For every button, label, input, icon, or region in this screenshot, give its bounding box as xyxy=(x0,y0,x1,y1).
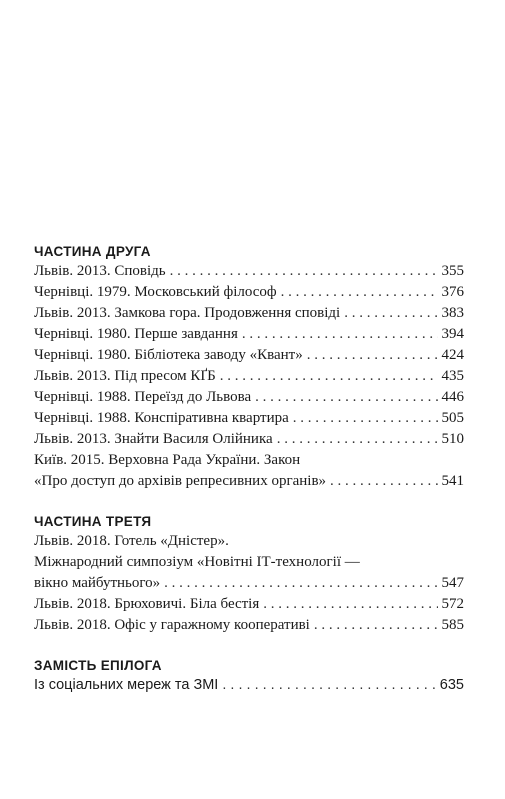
dot-leader xyxy=(344,303,437,324)
page-number: 355 xyxy=(441,263,464,279)
page-number: 435 xyxy=(441,368,464,384)
entry-title: Львів. 2013. Під пресом КҐБ xyxy=(34,368,216,384)
page-number: 635 xyxy=(439,677,464,693)
toc-section-part-three xyxy=(34,512,464,636)
dot-leader xyxy=(220,366,438,387)
entry-title-line[interactable]: Міжнародний симпозіум «Новітні ІТ-технології — xyxy=(34,554,360,570)
toc-entry[interactable] xyxy=(34,675,464,696)
entry-title: Львів. 2018. Офіс у гаражному кооперативі xyxy=(34,617,310,633)
section-title: ЗАМІСТЬ ЕПІЛОГА xyxy=(34,658,162,673)
page-number: 383 xyxy=(441,305,464,321)
toc-entry[interactable] xyxy=(34,573,464,594)
page-number: 394 xyxy=(441,326,464,342)
entry-title: Чернівці. 1988. Конспіративна квартира xyxy=(34,410,289,426)
toc-entry[interactable] xyxy=(34,345,464,366)
toc-entry[interactable] xyxy=(34,366,464,387)
toc-section-part-two xyxy=(34,242,464,492)
table-of-contents xyxy=(34,242,464,696)
entry-title: вікно майбутнього» xyxy=(34,575,161,591)
dot-leader xyxy=(314,615,438,636)
toc-section-epilogue xyxy=(34,656,464,696)
page-number: 376 xyxy=(441,284,464,300)
page-number: 446 xyxy=(441,389,464,405)
toc-entry[interactable] xyxy=(34,303,464,324)
entry-title-line[interactable]: Львів. 2018. Готель «Дністер». xyxy=(34,533,229,549)
entry-title: Чернівці. 1980. Перше завдання xyxy=(34,326,238,342)
entry-title-line[interactable]: Київ. 2015. Верховна Рада України. Закон xyxy=(34,452,301,468)
entry-title: Львів. 2013. Сповідь xyxy=(34,263,166,279)
toc-entry[interactable] xyxy=(34,324,464,345)
page-number: 585 xyxy=(441,617,464,633)
toc-entry[interactable] xyxy=(34,615,464,636)
entry-title: Чернівці. 1979. Московський філософ xyxy=(34,284,277,300)
entry-title: Львів. 2018. Брюховичі. Біла бестія xyxy=(34,596,260,612)
dot-leader xyxy=(277,429,438,450)
page-number: 547 xyxy=(441,575,464,591)
page-number: 505 xyxy=(441,410,464,426)
dot-leader xyxy=(330,471,437,492)
toc-entry[interactable] xyxy=(34,471,464,492)
dot-leader xyxy=(263,594,437,615)
dot-leader xyxy=(281,282,438,303)
page-number: 541 xyxy=(441,473,464,489)
toc-entry[interactable] xyxy=(34,261,464,282)
toc-entry[interactable] xyxy=(34,594,464,615)
toc-entry[interactable] xyxy=(34,429,464,450)
page-number: 510 xyxy=(441,431,464,447)
page-number: 424 xyxy=(441,347,464,363)
toc-entry[interactable] xyxy=(34,387,464,408)
dot-leader xyxy=(222,675,435,696)
page-number: 572 xyxy=(441,596,464,612)
entry-title: «Про доступ до архівів репресивних органів» xyxy=(34,473,327,489)
entry-title: Львів. 2013. Замкова гора. Продовження сповіді xyxy=(34,305,341,321)
dot-leader xyxy=(242,324,438,345)
entry-title: Із соціальних мереж та ЗМІ xyxy=(34,677,219,693)
section-title: ЧАСТИНА ДРУГА xyxy=(34,244,151,259)
toc-entry[interactable] xyxy=(34,282,464,303)
section-title: ЧАСТИНА ТРЕТЯ xyxy=(34,514,152,529)
entry-title: Львів. 2013. Знайти Василя Олійника xyxy=(34,431,273,447)
entry-title: Чернівці. 1980. Бібліотека заводу «Квант» xyxy=(34,347,303,363)
dot-leader xyxy=(164,573,437,594)
dot-leader xyxy=(255,387,437,408)
dot-leader xyxy=(293,408,438,429)
dot-leader xyxy=(307,345,438,366)
dot-leader xyxy=(170,261,438,282)
entry-title: Чернівці. 1988. Переїзд до Львова xyxy=(34,389,252,405)
toc-entry[interactable] xyxy=(34,408,464,429)
